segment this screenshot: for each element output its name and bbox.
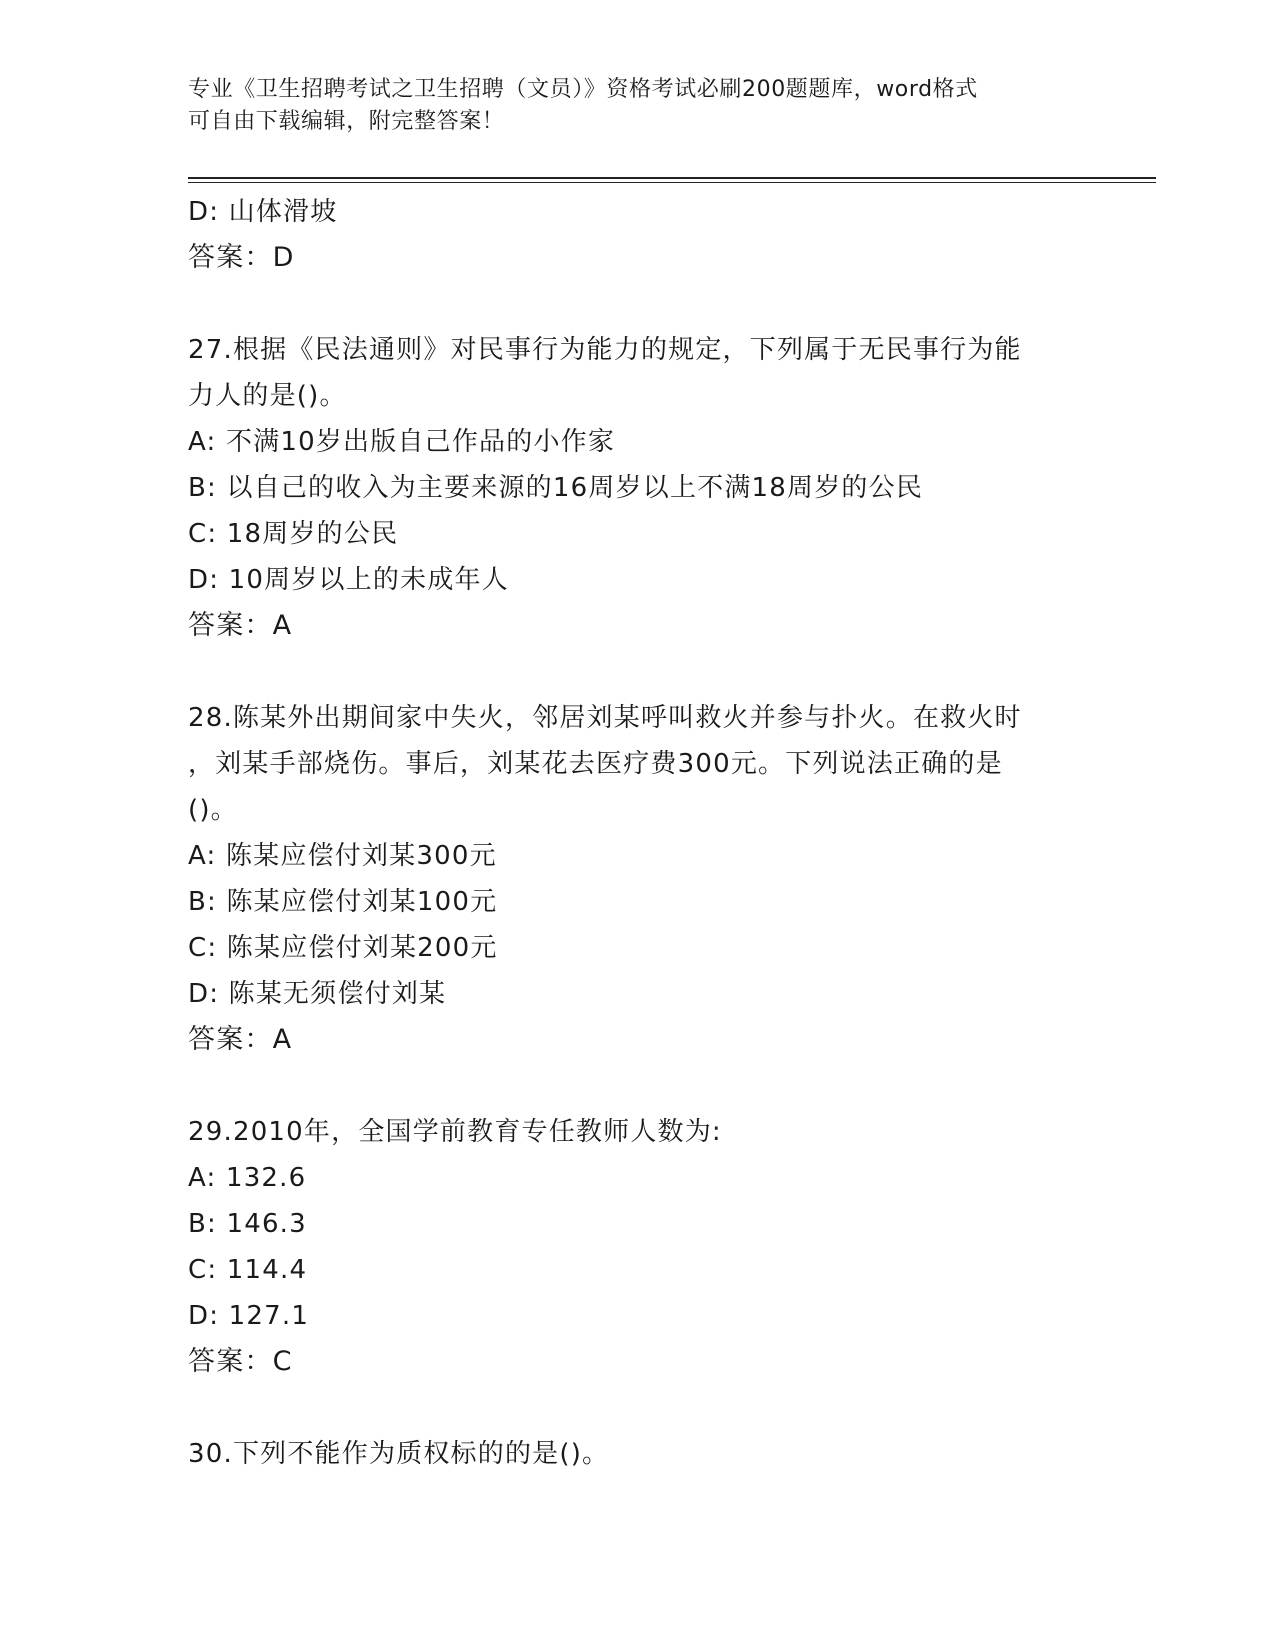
- question-29: [188, 1109, 1088, 1385]
- question-30: [188, 1431, 1088, 1477]
- question-stem: 30.下列不能作为质权标的的是()。: [188, 1439, 610, 1469]
- option-d: D: 陈某无须偿付刘某: [188, 979, 447, 1009]
- header-rule-thin: [188, 182, 1156, 183]
- document-header: [188, 74, 1068, 138]
- question-28: [188, 695, 1088, 1063]
- option-c: C: 114.4: [188, 1255, 308, 1285]
- option-d: D: 10周岁以上的未成年人: [188, 565, 509, 595]
- option-a: A: 不满10岁出版自己作品的小作家: [188, 427, 616, 457]
- option-b: B: 陈某应偿付刘某100元: [188, 887, 498, 917]
- answer: 答案：A: [188, 610, 293, 641]
- question-stem: ()。: [188, 795, 238, 825]
- spacer: [188, 1063, 1088, 1109]
- answer: 答案：D: [188, 242, 295, 273]
- spacer: [188, 649, 1088, 695]
- option-c: C: 陈某应偿付刘某200元: [188, 933, 498, 963]
- answer: 答案：C: [188, 1346, 293, 1377]
- option-b: B: 以自己的收入为主要来源的16周岁以上不满18周岁的公民: [188, 473, 924, 503]
- header-line-2: 可自由下载编辑，附完整答案！: [188, 109, 505, 134]
- option-d: D: 山体滑坡: [188, 197, 338, 227]
- question-stem: ，刘某手部烧伤。事后，刘某花去医疗费300元。下列说法正确的是: [188, 749, 1003, 779]
- option-c: C: 18周岁的公民: [188, 519, 399, 549]
- header-line-1: 专业《卫生招聘考试之卫生招聘（文员）》资格考试必刷200题题库，word格式: [188, 77, 978, 102]
- question-stem: 28.陈某外出期间家中失火，邻居刘某呼叫救火并参与扑火。在救火时: [188, 703, 1022, 733]
- question-26-tail: [188, 189, 1088, 281]
- spacer: [188, 281, 1088, 327]
- option-a: A: 132.6: [188, 1163, 307, 1193]
- question-stem: 29.2010年，全国学前教育专任教师人数为:: [188, 1117, 722, 1147]
- question-stem: 力人的是()。: [188, 381, 347, 411]
- question-list: [188, 189, 1088, 1477]
- question-27: [188, 327, 1088, 649]
- answer: 答案：A: [188, 1024, 293, 1055]
- header-rule-thick: [188, 177, 1156, 179]
- question-stem: 27.根据《民法通则》对民事行为能力的规定，下列属于无民事行为能: [188, 335, 1022, 365]
- spacer: [188, 1385, 1088, 1431]
- option-a: A: 陈某应偿付刘某300元: [188, 841, 497, 871]
- option-b: B: 146.3: [188, 1209, 307, 1239]
- option-d: D: 127.1: [188, 1301, 310, 1331]
